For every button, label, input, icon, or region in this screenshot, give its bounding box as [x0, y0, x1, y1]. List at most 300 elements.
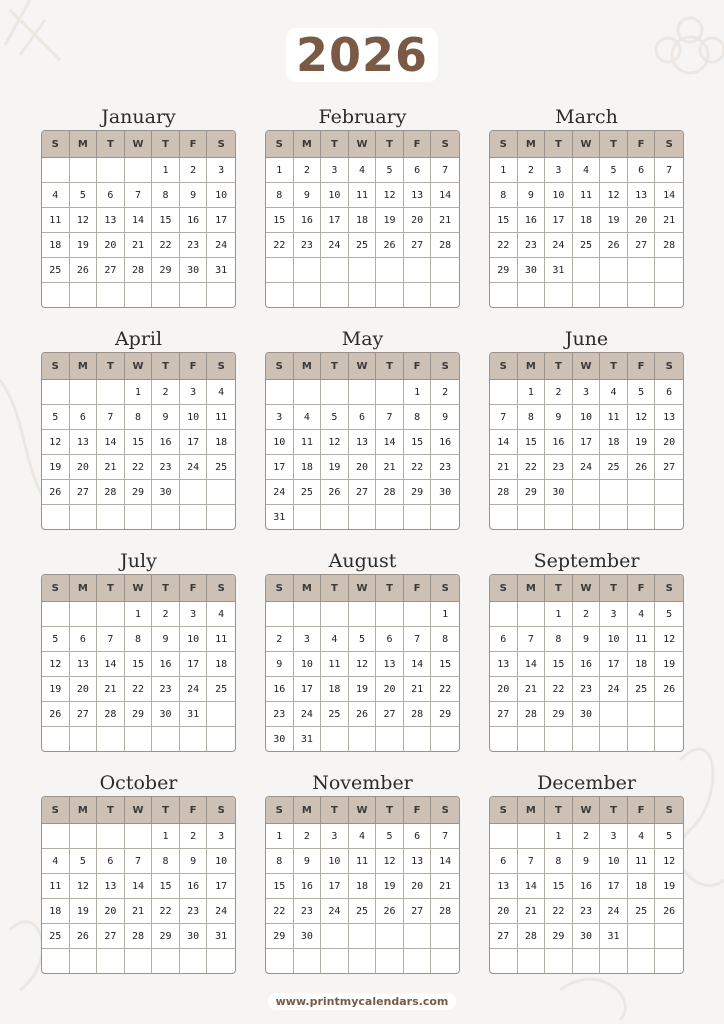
day-cell: 29 [431, 702, 459, 727]
month-november [265, 770, 460, 974]
week-row [490, 727, 683, 751]
day-cell [545, 727, 573, 751]
day-cell [628, 727, 656, 751]
day-cell [600, 258, 628, 283]
week-row [42, 949, 235, 973]
day-cell: 25 [349, 899, 377, 924]
week-row [490, 627, 683, 652]
week-row [266, 455, 459, 480]
day-cell: 3 [573, 380, 601, 405]
day-cell: 10 [600, 849, 628, 874]
day-cell: 27 [490, 702, 518, 727]
weekday-header-row [42, 575, 235, 602]
weekday-header: F [628, 353, 656, 380]
weekday-header: F [180, 797, 208, 824]
day-cell: 28 [97, 702, 125, 727]
day-cell: 24 [600, 677, 628, 702]
day-cell: 31 [545, 258, 573, 283]
week-row [266, 849, 459, 874]
week-row [490, 283, 683, 307]
day-cell [294, 505, 322, 529]
day-cell: 9 [545, 405, 573, 430]
day-cell: 26 [600, 233, 628, 258]
week-row [42, 208, 235, 233]
day-cell: 1 [152, 824, 180, 849]
weekday-header: W [573, 575, 601, 602]
month-name: July [120, 550, 157, 572]
week-row [42, 233, 235, 258]
weekday-header: T [376, 575, 404, 602]
day-cell: 8 [125, 405, 153, 430]
day-cell: 4 [207, 602, 235, 627]
day-cell: 16 [294, 874, 322, 899]
day-cell: 1 [545, 602, 573, 627]
weekday-header-row [490, 131, 683, 158]
month-table [41, 796, 236, 974]
day-cell [655, 480, 683, 505]
week-row [42, 158, 235, 183]
day-cell: 17 [321, 874, 349, 899]
day-cell: 14 [655, 183, 683, 208]
day-cell: 7 [125, 183, 153, 208]
day-cell [294, 949, 322, 973]
day-cell [404, 602, 432, 627]
day-cell: 28 [97, 480, 125, 505]
day-cell: 6 [97, 183, 125, 208]
day-cell: 6 [655, 380, 683, 405]
day-cell: 28 [125, 258, 153, 283]
day-cell: 3 [207, 824, 235, 849]
day-cell: 26 [628, 455, 656, 480]
day-cell: 5 [600, 158, 628, 183]
day-cell: 17 [266, 455, 294, 480]
day-cell [97, 949, 125, 973]
month-name: June [564, 328, 609, 350]
day-cell: 17 [294, 677, 322, 702]
day-cell: 10 [180, 627, 208, 652]
month-table [265, 352, 460, 530]
month-table [265, 796, 460, 974]
day-cell: 14 [431, 849, 459, 874]
day-cell [97, 158, 125, 183]
day-cell: 27 [655, 455, 683, 480]
day-cell: 12 [321, 430, 349, 455]
day-cell: 3 [180, 380, 208, 405]
day-cell: 16 [573, 652, 601, 677]
weekday-header: T [545, 131, 573, 158]
weekday-header: T [321, 575, 349, 602]
day-cell: 18 [294, 455, 322, 480]
weekday-header: W [349, 575, 377, 602]
day-cell: 27 [97, 924, 125, 949]
day-cell: 22 [152, 899, 180, 924]
week-row [42, 258, 235, 283]
day-cell: 22 [266, 233, 294, 258]
day-cell: 24 [321, 899, 349, 924]
day-cell [349, 283, 377, 307]
day-cell: 27 [70, 702, 98, 727]
weekday-header: M [294, 797, 322, 824]
day-cell: 7 [376, 405, 404, 430]
day-cell: 3 [321, 158, 349, 183]
weekday-header: S [431, 131, 459, 158]
day-cell: 23 [294, 899, 322, 924]
day-cell: 20 [97, 899, 125, 924]
day-cell: 23 [294, 233, 322, 258]
day-cell: 29 [518, 480, 546, 505]
month-name: April [114, 328, 163, 350]
day-cell [294, 380, 322, 405]
weekday-header: S [431, 353, 459, 380]
day-cell: 19 [600, 208, 628, 233]
day-cell [294, 283, 322, 307]
day-cell: 24 [294, 702, 322, 727]
day-cell: 11 [42, 208, 70, 233]
day-cell [70, 602, 98, 627]
day-cell: 12 [42, 652, 70, 677]
website-link[interactable]: www.printmycalendars.com [268, 993, 457, 1010]
week-row [266, 283, 459, 307]
weekday-header: T [152, 797, 180, 824]
weekday-header: W [573, 131, 601, 158]
day-cell: 13 [97, 874, 125, 899]
weekday-header: M [518, 353, 546, 380]
weekday-header: W [349, 353, 377, 380]
day-cell: 28 [490, 480, 518, 505]
day-cell: 10 [266, 430, 294, 455]
day-cell: 18 [42, 233, 70, 258]
day-cell: 12 [655, 849, 683, 874]
week-row [42, 627, 235, 652]
month-may [265, 326, 460, 530]
weekday-header: T [600, 575, 628, 602]
day-cell [376, 380, 404, 405]
weekday-header: T [600, 353, 628, 380]
day-cell [431, 283, 459, 307]
day-cell: 7 [518, 627, 546, 652]
weekday-header: T [321, 797, 349, 824]
day-cell: 13 [349, 430, 377, 455]
day-cell: 11 [207, 627, 235, 652]
day-cell [545, 505, 573, 529]
day-cell: 25 [628, 899, 656, 924]
day-cell: 8 [266, 183, 294, 208]
day-cell: 30 [573, 702, 601, 727]
day-cell: 27 [97, 258, 125, 283]
day-cell [573, 283, 601, 307]
day-cell: 11 [349, 849, 377, 874]
day-cell: 9 [180, 849, 208, 874]
day-cell: 17 [207, 874, 235, 899]
day-cell: 29 [125, 702, 153, 727]
day-cell: 20 [70, 677, 98, 702]
day-cell: 14 [431, 183, 459, 208]
week-row [42, 824, 235, 849]
day-cell: 6 [490, 627, 518, 652]
day-cell: 14 [125, 208, 153, 233]
week-row [490, 430, 683, 455]
day-cell: 3 [180, 602, 208, 627]
day-cell: 13 [376, 652, 404, 677]
day-cell: 28 [125, 924, 153, 949]
day-cell: 19 [42, 455, 70, 480]
day-cell: 9 [294, 849, 322, 874]
day-cell: 10 [207, 183, 235, 208]
day-cell: 31 [266, 505, 294, 529]
day-cell: 19 [70, 899, 98, 924]
day-cell: 18 [349, 208, 377, 233]
day-cell [97, 727, 125, 751]
day-cell [431, 949, 459, 973]
weekday-header: M [70, 353, 98, 380]
day-cell [180, 283, 208, 307]
day-cell [321, 602, 349, 627]
week-row [266, 233, 459, 258]
week-row [266, 899, 459, 924]
day-cell: 29 [404, 480, 432, 505]
month-february [265, 104, 460, 308]
day-cell [490, 949, 518, 973]
day-cell: 30 [431, 480, 459, 505]
day-cell: 4 [349, 158, 377, 183]
day-cell [518, 949, 546, 973]
weekday-header: S [266, 131, 294, 158]
day-cell: 19 [321, 455, 349, 480]
day-cell: 21 [431, 208, 459, 233]
day-cell: 21 [125, 899, 153, 924]
weekday-header: T [545, 797, 573, 824]
week-row [266, 380, 459, 405]
footer-website[interactable] [0, 990, 724, 1009]
day-cell: 9 [518, 183, 546, 208]
week-row [266, 430, 459, 455]
day-cell [490, 505, 518, 529]
day-cell: 2 [152, 380, 180, 405]
day-cell [376, 602, 404, 627]
day-cell: 14 [125, 874, 153, 899]
day-cell [321, 949, 349, 973]
day-cell [573, 480, 601, 505]
day-cell: 10 [294, 652, 322, 677]
day-cell: 26 [42, 480, 70, 505]
day-cell: 27 [349, 480, 377, 505]
day-cell: 10 [180, 405, 208, 430]
day-cell: 17 [600, 652, 628, 677]
weekday-header: F [180, 353, 208, 380]
day-cell: 25 [349, 233, 377, 258]
day-cell: 25 [294, 480, 322, 505]
day-cell: 28 [518, 702, 546, 727]
day-cell: 11 [628, 627, 656, 652]
week-row [42, 602, 235, 627]
day-cell: 8 [266, 849, 294, 874]
day-cell: 16 [573, 874, 601, 899]
day-cell [125, 158, 153, 183]
day-cell: 18 [349, 874, 377, 899]
weekday-header: M [518, 575, 546, 602]
day-cell: 22 [431, 677, 459, 702]
day-cell [321, 505, 349, 529]
day-cell: 22 [152, 233, 180, 258]
day-cell: 5 [321, 405, 349, 430]
day-cell [404, 949, 432, 973]
day-cell: 19 [42, 677, 70, 702]
day-cell [266, 283, 294, 307]
weekday-header-row [42, 131, 235, 158]
weekday-header: S [490, 131, 518, 158]
weekday-header: S [431, 797, 459, 824]
day-cell [42, 283, 70, 307]
weekday-header: S [207, 131, 235, 158]
week-row [490, 924, 683, 949]
day-cell: 23 [545, 455, 573, 480]
day-cell: 9 [266, 652, 294, 677]
weekday-header: W [573, 797, 601, 824]
week-row [42, 727, 235, 751]
weekday-header: F [404, 353, 432, 380]
day-cell [628, 702, 656, 727]
day-cell [70, 824, 98, 849]
day-cell [349, 380, 377, 405]
day-cell: 9 [152, 627, 180, 652]
day-cell: 19 [70, 233, 98, 258]
week-row [42, 183, 235, 208]
day-cell: 29 [545, 702, 573, 727]
day-cell: 8 [545, 849, 573, 874]
week-row [42, 924, 235, 949]
day-cell: 12 [628, 405, 656, 430]
day-cell: 20 [490, 677, 518, 702]
weekday-header: T [545, 575, 573, 602]
week-row [490, 874, 683, 899]
day-cell: 1 [545, 824, 573, 849]
day-cell: 23 [266, 702, 294, 727]
day-cell: 25 [42, 924, 70, 949]
day-cell: 19 [376, 208, 404, 233]
day-cell: 7 [97, 627, 125, 652]
weekday-header: S [431, 575, 459, 602]
day-cell [321, 924, 349, 949]
day-cell [321, 727, 349, 751]
day-cell: 24 [321, 233, 349, 258]
day-cell: 7 [490, 405, 518, 430]
day-cell: 31 [600, 924, 628, 949]
weekday-header: M [70, 797, 98, 824]
day-cell [376, 505, 404, 529]
day-cell [42, 602, 70, 627]
week-row [490, 949, 683, 973]
day-cell [321, 258, 349, 283]
weekday-header-row [42, 353, 235, 380]
year-title: 2026 [0, 28, 724, 82]
day-cell [404, 727, 432, 751]
day-cell [42, 380, 70, 405]
day-cell: 18 [600, 430, 628, 455]
day-cell: 6 [70, 627, 98, 652]
month-july [41, 548, 236, 752]
day-cell: 29 [545, 924, 573, 949]
week-row [42, 480, 235, 505]
day-cell [207, 283, 235, 307]
month-table [265, 130, 460, 308]
day-cell [655, 727, 683, 751]
day-cell: 21 [404, 677, 432, 702]
day-cell [655, 949, 683, 973]
day-cell [404, 258, 432, 283]
weekday-header: T [376, 353, 404, 380]
day-cell: 4 [294, 405, 322, 430]
day-cell [294, 602, 322, 627]
day-cell: 1 [152, 158, 180, 183]
weekday-header: S [42, 353, 70, 380]
day-cell: 29 [266, 924, 294, 949]
day-cell: 14 [404, 652, 432, 677]
week-row [490, 380, 683, 405]
day-cell: 18 [207, 652, 235, 677]
day-cell: 27 [404, 233, 432, 258]
weekday-header: W [125, 575, 153, 602]
day-cell: 14 [518, 874, 546, 899]
month-table [489, 574, 684, 752]
weekday-header: T [97, 353, 125, 380]
day-cell: 29 [152, 258, 180, 283]
day-cell: 20 [655, 430, 683, 455]
day-cell: 26 [321, 480, 349, 505]
day-cell: 19 [349, 677, 377, 702]
weekday-header: S [266, 353, 294, 380]
day-cell [655, 258, 683, 283]
day-cell: 18 [321, 677, 349, 702]
day-cell [431, 505, 459, 529]
day-cell: 14 [518, 652, 546, 677]
weekday-header: F [180, 131, 208, 158]
weekday-header: F [180, 575, 208, 602]
day-cell: 24 [207, 233, 235, 258]
day-cell: 13 [70, 652, 98, 677]
week-row [42, 455, 235, 480]
day-cell: 11 [600, 405, 628, 430]
day-cell: 7 [125, 849, 153, 874]
day-cell: 20 [70, 455, 98, 480]
day-cell: 5 [42, 405, 70, 430]
weekday-header: F [628, 797, 656, 824]
weekday-header: S [42, 797, 70, 824]
day-cell: 30 [180, 924, 208, 949]
day-cell [600, 283, 628, 307]
day-cell: 15 [518, 430, 546, 455]
day-cell: 3 [266, 405, 294, 430]
day-cell: 22 [266, 899, 294, 924]
week-row [490, 480, 683, 505]
month-october [41, 770, 236, 974]
weekday-header: F [404, 131, 432, 158]
day-cell: 13 [628, 183, 656, 208]
day-cell: 11 [628, 849, 656, 874]
weekday-header-row [490, 353, 683, 380]
day-cell [97, 380, 125, 405]
day-cell [207, 505, 235, 529]
day-cell: 13 [490, 652, 518, 677]
day-cell: 11 [42, 874, 70, 899]
weekday-header: T [376, 797, 404, 824]
day-cell: 2 [518, 158, 546, 183]
month-april [41, 326, 236, 530]
day-cell: 8 [518, 405, 546, 430]
week-row [42, 380, 235, 405]
month-table [41, 352, 236, 530]
day-cell: 24 [573, 455, 601, 480]
day-cell: 1 [431, 602, 459, 627]
